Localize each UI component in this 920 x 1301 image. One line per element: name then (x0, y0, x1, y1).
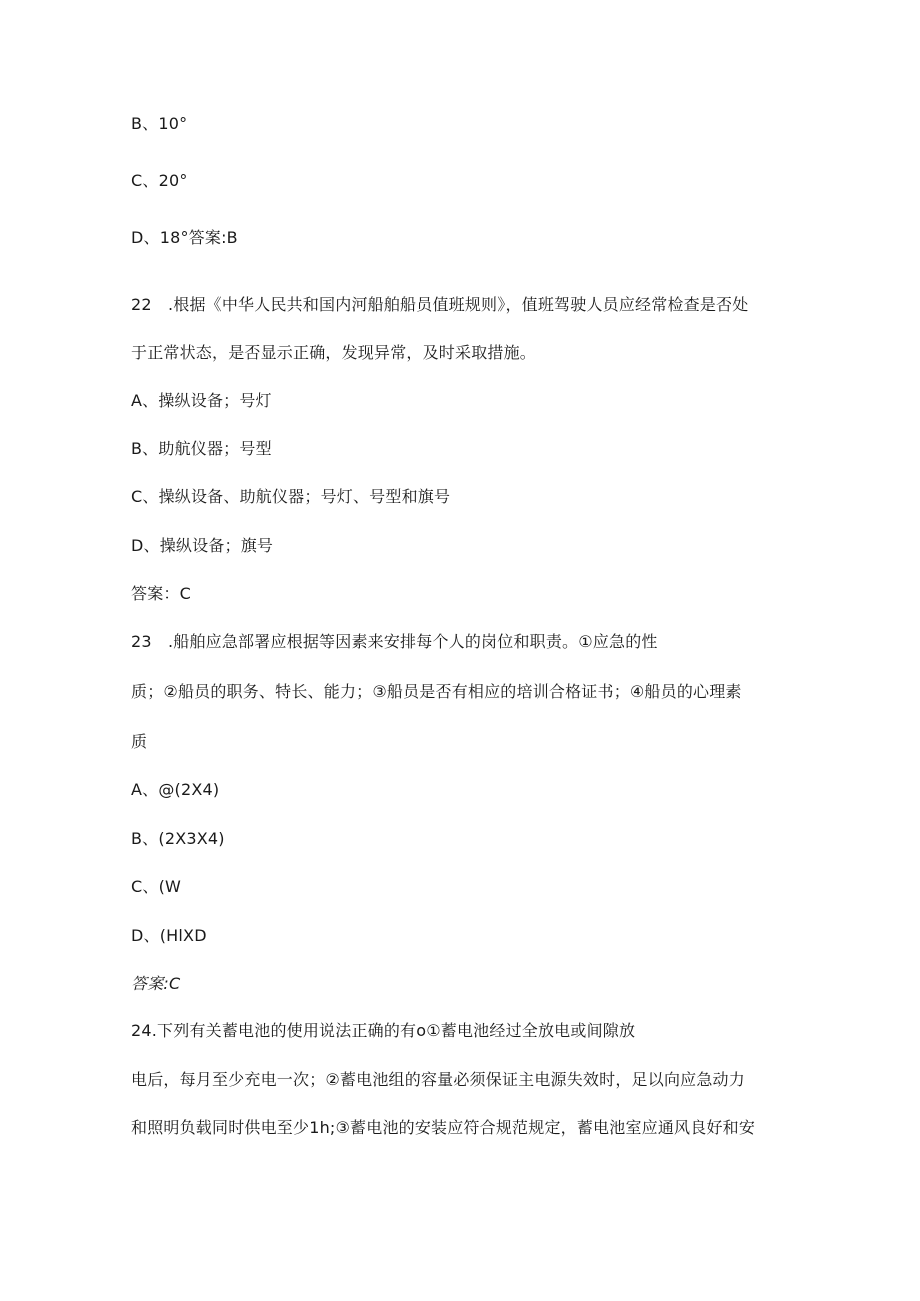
answer-q22: 答案：C (131, 584, 191, 603)
question-23-line-3: 质 (131, 732, 148, 751)
question-24-line-1: 24.下列有关蓄电池的使用说法正确的有o①蓄电池经过全放电或间隙放 (131, 1021, 636, 1040)
option-a-q23: A、@(2X4) (131, 780, 220, 799)
question-23-line-1: 23 .船舶应急部署应根据等因素来安排每个人的岗位和职责。①应急的性 (131, 632, 658, 651)
option-b-q22: B、助航仪器；号型 (131, 439, 272, 458)
option-b-q23: B、(2X3X4) (131, 829, 225, 848)
question-22-line-1: 22 .根据《中华人民共和国内河船舶船员值班规则》，值班驾驶人员应经常检查是否处 (131, 295, 749, 314)
option-a-q22: A、操纵设备；号灯 (131, 391, 272, 410)
question-24-line-3: 和照明负载同时供电至少1h;③蓄电池的安装应符合规范规定，蓄电池室应通风良好和安 (131, 1118, 756, 1137)
option-d-q23: D、(HlXD (131, 926, 207, 945)
option-d-answer-q21: D、18°答案:B (131, 228, 238, 247)
option-b-q21: B、10° (131, 114, 188, 133)
question-23-line-2: 质；②船员的职务、特长、能力；③船员是否有相应的培训合格证书；④船员的心理素 (131, 682, 742, 701)
answer-q23: 答案:C (131, 974, 181, 993)
question-24-line-2: 电后，每月至少充电一次；②蓄电池组的容量必须保证主电源失效时，足以向应急动力 (131, 1070, 745, 1089)
option-c-q22: C、操纵设备、助航仪器；号灯、号型和旗号 (131, 487, 451, 506)
question-22-line-2: 于正常状态，是否显示正确，发现异常，及时采取措施。 (131, 343, 537, 362)
option-c-q21: C、20° (131, 171, 188, 190)
option-d-q22: D、操纵设备；旗号 (131, 536, 274, 555)
option-c-q23: C、(W (131, 877, 182, 896)
